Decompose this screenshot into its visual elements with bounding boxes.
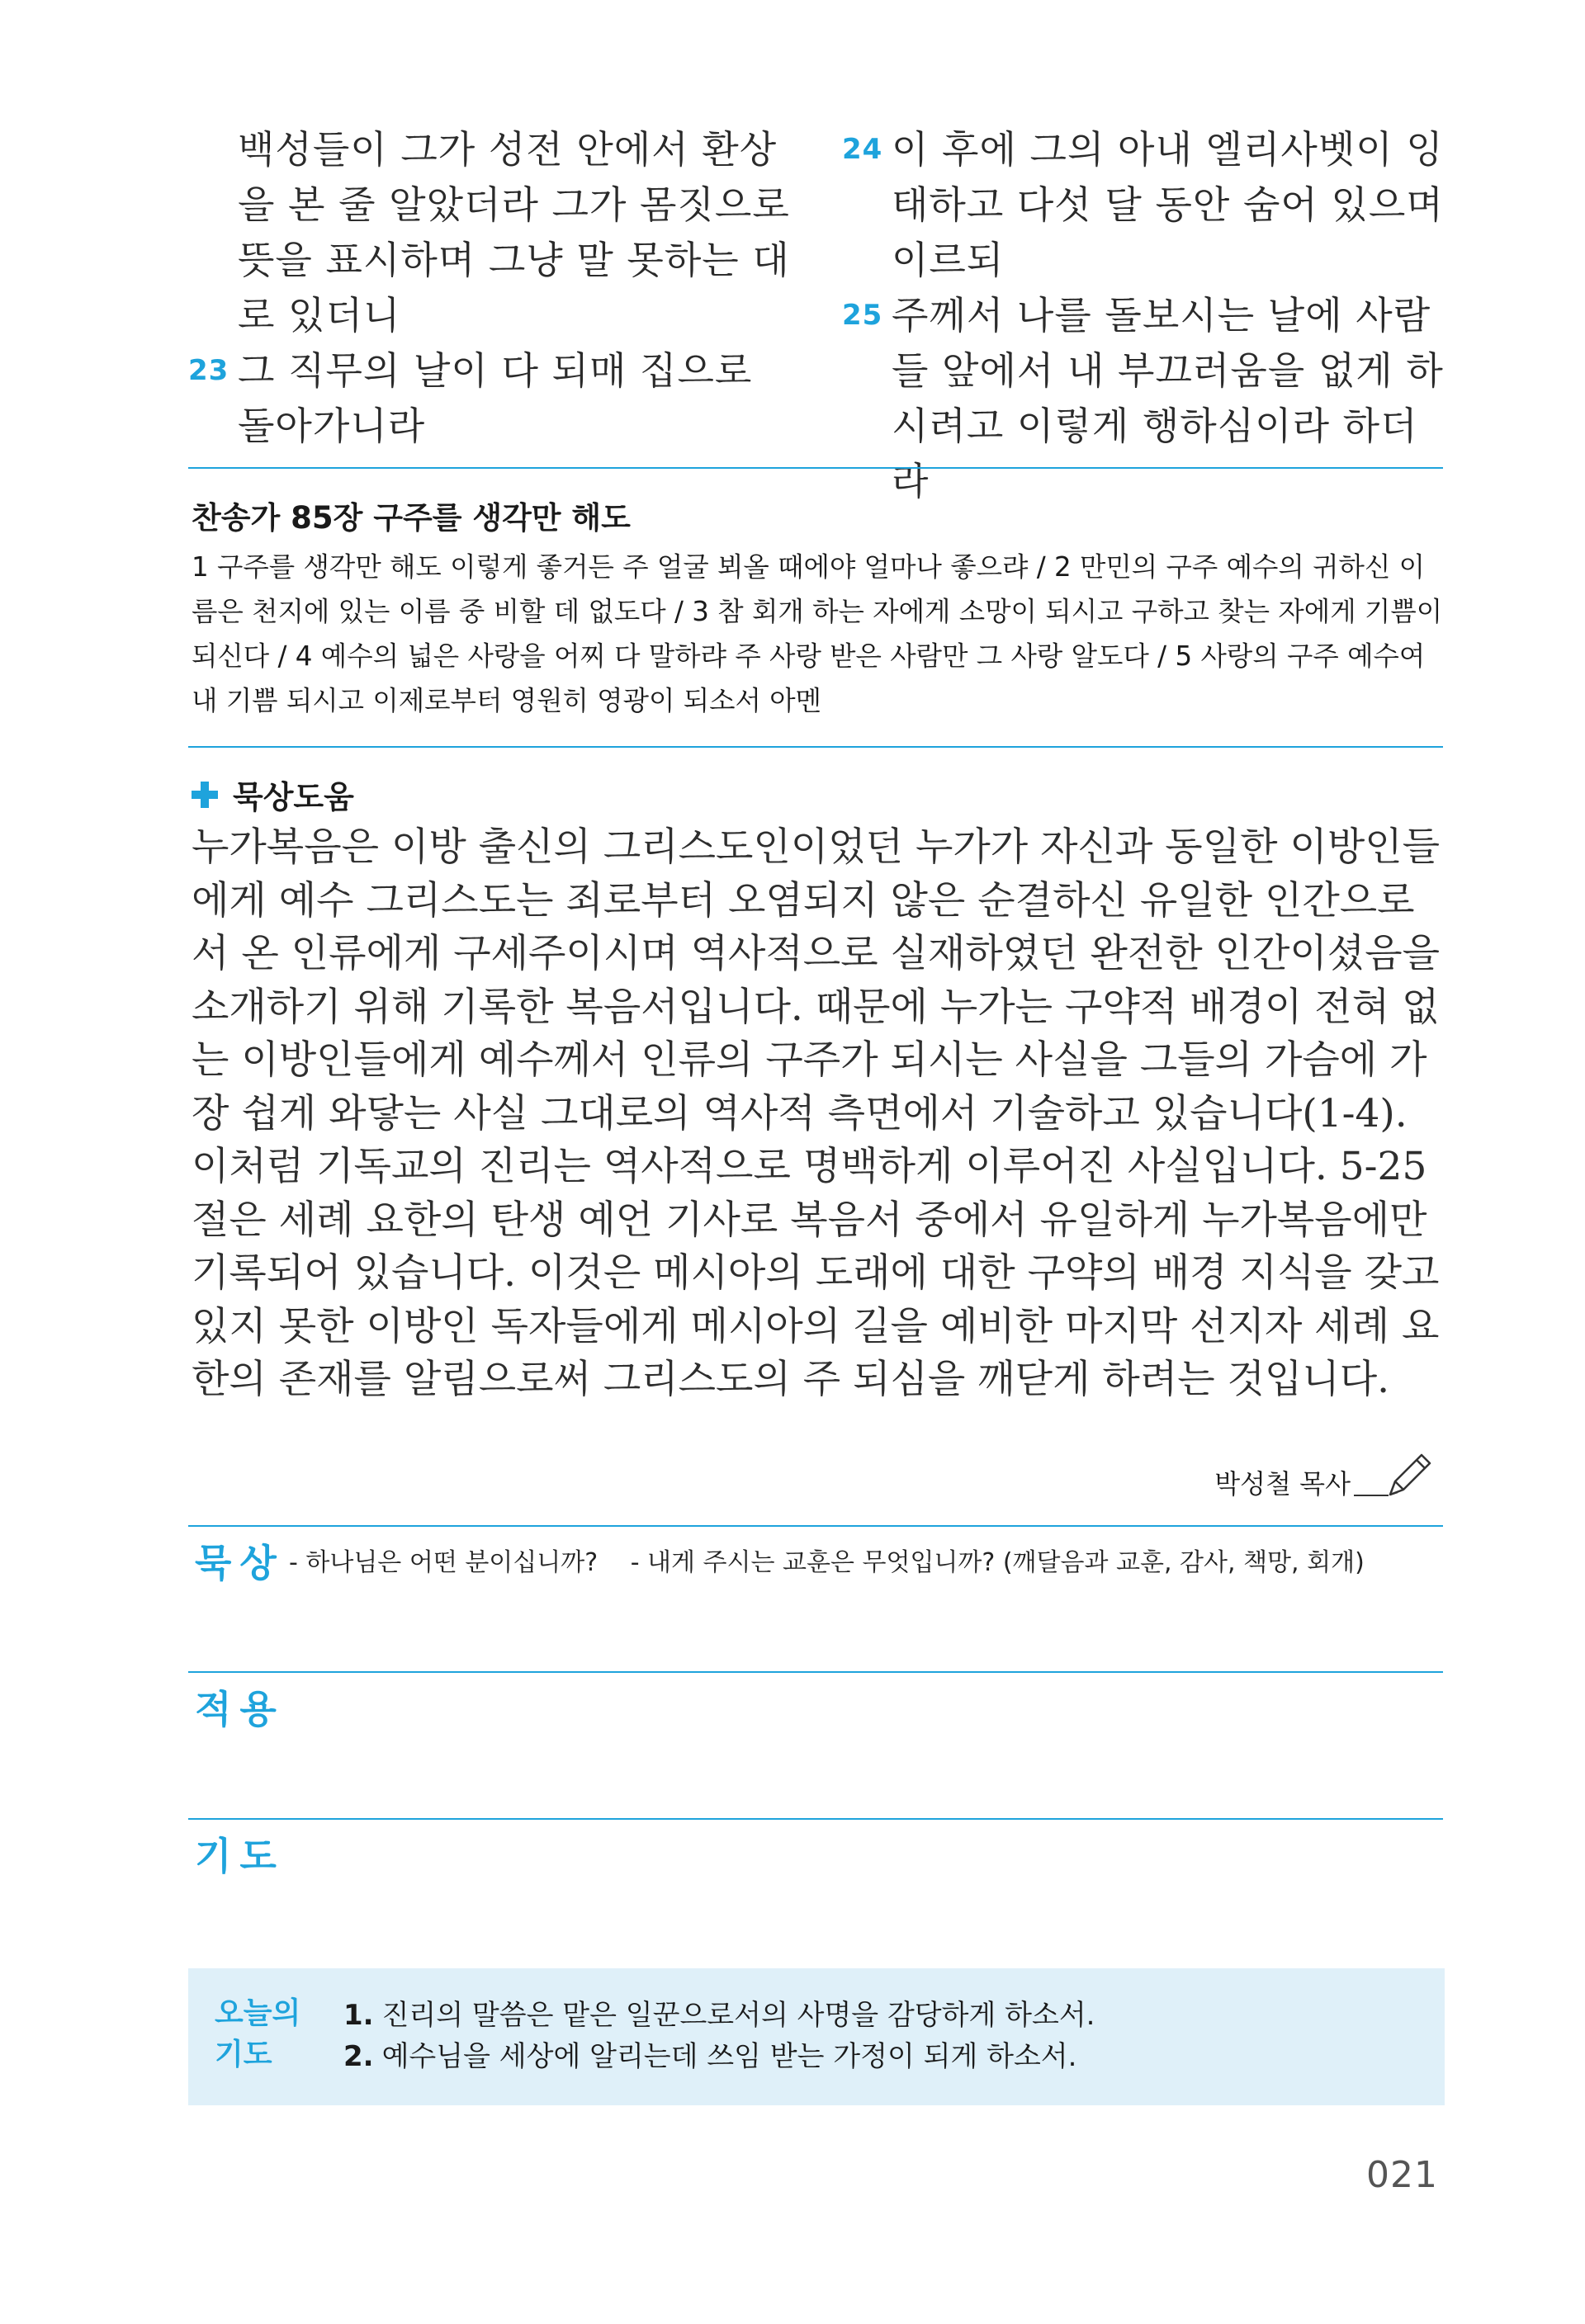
divider-application (188, 1671, 1443, 1673)
meditation-help-body: 누가복음은 이방 출신의 그리스도인이었던 누가가 자신과 동일한 이방인들에게 예수 그리스도는 죄로부터 오염되지 않은 순결하신 유일한 인간으로서 온 인류에게 구세주이시며 역사적으로 실재하였던 완전한 인간이셨음을 소개하기 위해 기록한 복음서입니다. 때문에 누가는 구약적 배경이 전혀 없는 이방인들에게 예수께서 인류의 구주가 되시는 사실을 그들의 가슴에 가장 쉽게 와닿는 사실 그대로의 역사적 측면에서 기술하고 있습니다(1-4). 이처럼 기독교의 진리는 역사적으로 명백하게 이루어진 사실입니다. 5-25절은 세례 요한의 탄생 예언 기사로 복음서 중에서 유일하게 누가복음에만 기록되어 있습니다. 이것은 메시아의 도래에 대한 구약의 배경 지식을 갖고 있지 못한 이방인 독자들에게 메시아의 길을 예비한 마지막 선지자 세례 요한의 존재를 알림으로써 그리스도의 주 되심을 깨닫게 하려는 것입니다. (192, 824, 1441, 1402)
prayer-item-text: 예수님을 세상에 알리는데 쓰임 받는 가정이 되게 하소서. (381, 2040, 1077, 2073)
meditation-help-title: 묵상도움 (233, 779, 354, 815)
prayer-item-number: 2. (343, 2040, 374, 2073)
divider-meditation (188, 1525, 1443, 1527)
prayer-item-text: 진리의 말씀은 맡은 일꾼으로서의 사명을 감당하게 하소서. (381, 1999, 1095, 2032)
verse-25 (842, 288, 1453, 509)
todays-prayer-label-line2: 기도 (215, 2038, 272, 2071)
divider-hymn (188, 746, 1443, 748)
prayer-item-number: 1. (343, 1999, 374, 2032)
meditation-label: 묵상 (195, 1541, 285, 1585)
divider-prayer (188, 1818, 1443, 1820)
application-label: 적용 (195, 1687, 285, 1731)
verse-23 (188, 343, 799, 454)
scripture-left-column (188, 122, 799, 454)
todays-prayer-label (215, 1993, 300, 2076)
hymn-lyrics: 1 구주를 생각만 해도 이렇게 좋거든 주 얼굴 뵈올 때에야 얼마나 좋으랴 / 2 만민의 구주 예수의 귀하신 이름은 천지에 있는 이름 중 비할 데 없도다 / 3 참 회개 하는 자에게 소망이 되시고 구하고 찾는 자에게 기쁨이 되신다 / 4 예수의 넓은 사랑을 어찌 다 말하랴 주 사랑 받은 사람만 그 사랑 알도다 / 5 사랑의 구주 예수여 내 기쁨 되시고 이제로부터 영원히 영광이 되소서 아멘 (192, 551, 1443, 716)
meditation-question-1: - 하나님은 어떤 분이십니까? (289, 1548, 599, 1577)
pencil-icon (1384, 1448, 1436, 1501)
verse-text: 이 후에 그의 아내 엘리사벳이 잉태하고 다섯 달 동안 숨어 있으며 이르되 (892, 127, 1444, 282)
verse-number: 23 (188, 354, 229, 387)
plus-icon (192, 782, 218, 808)
verse-24 (842, 122, 1453, 288)
prayer-label: 기도 (195, 1834, 285, 1878)
todays-prayer-list (343, 1995, 1095, 2077)
verse-text: 백성들이 그가 성전 안에서 환상을 본 줄 알았더라 그가 몸짓으로 뜻을 표시하며 그냥 말 못하는 대로 있더니 (238, 127, 790, 338)
todays-prayer-box (188, 1968, 1445, 2105)
verse-text: 주께서 나를 돌보시는 날에 사람들 앞에서 내 부끄러움을 없게 하시려고 이렇게 행하심이라 하더라 (892, 293, 1444, 503)
prayer-item (343, 1995, 1095, 2036)
meditation-questions (289, 1542, 1389, 1578)
author-name: 박성철 목사 (1214, 1468, 1351, 1500)
hymn-title: 찬송가 85장 구주를 생각만 해도 (192, 500, 631, 536)
meditation-help-heading (192, 772, 354, 817)
todays-prayer-label-line1: 오늘의 (215, 1996, 301, 2030)
verse-number: 25 (842, 299, 883, 332)
verse-continuation (188, 122, 799, 343)
verse-text: 그 직무의 날이 다 되매 집으로 돌아가니라 (238, 348, 753, 448)
divider-top (188, 467, 1443, 469)
author-signature (1214, 1448, 1436, 1501)
verse-number: 24 (842, 133, 883, 166)
page-number: 021 (1366, 2154, 1438, 2196)
scripture-right-column (842, 122, 1453, 509)
prayer-item (343, 2036, 1095, 2077)
meditation-question-2: - 내게 주시는 교훈은 무엇입니까? (깨달음과 교훈, 감사, 책망, 회개) (630, 1548, 1365, 1577)
